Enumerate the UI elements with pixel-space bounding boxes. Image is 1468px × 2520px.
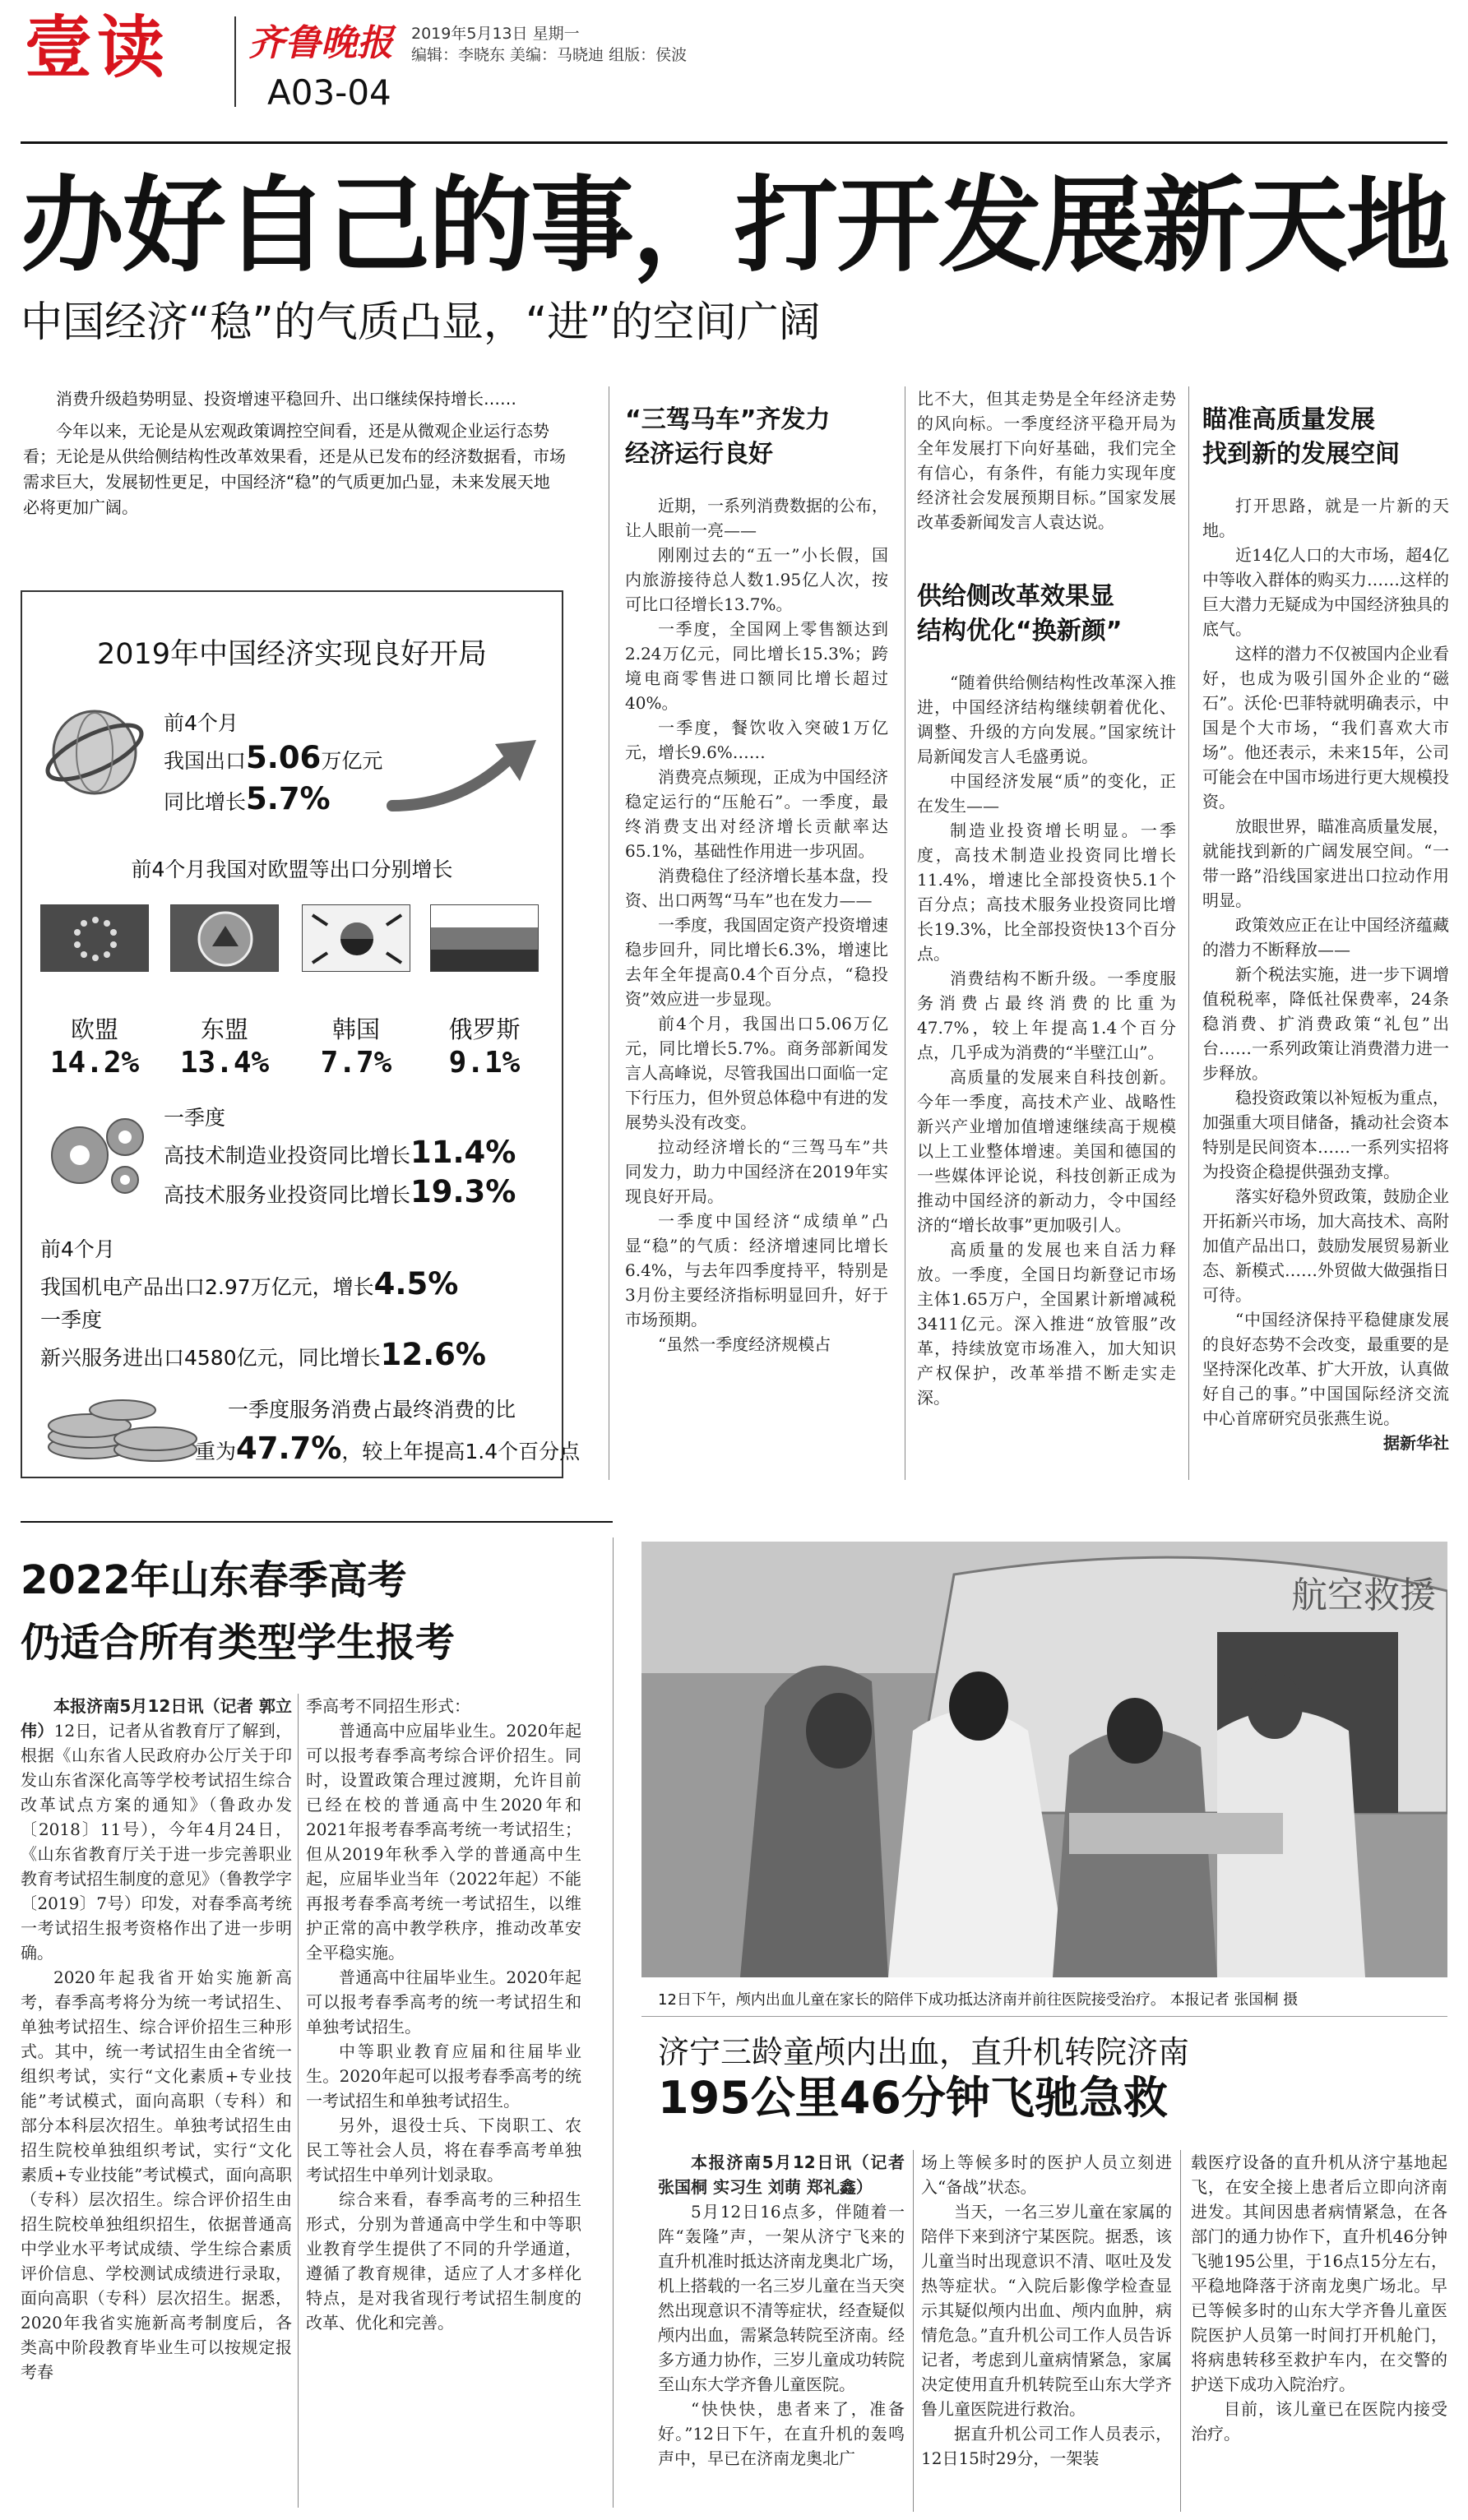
export-value: 5.06 [246, 740, 322, 775]
mech-period: 前4个月 [40, 1237, 115, 1261]
eu-flag-icon [40, 904, 149, 972]
paragraph: “快快快，患者来了，准备好。”12日下午，在直升机的轰鸣声中，早已在济南龙奥北广 [658, 2399, 905, 2468]
photo-illustration [641, 1542, 1447, 1977]
service-period: 一季度 [40, 1308, 103, 1332]
paragraph: 当天，一名三岁儿童在家属的陪伴下来到济宁某医院。据悉，该儿童当时出现意识不清、呕吐及发热等症状。“入院后影像学检查显示其疑似颅内出血、颅内血肿，病情危急。”直升机公司工作人员告诉记者，考虑到儿童病情紧急，家属决定使用直升机转院至山东大学齐鲁儿童医院进行救治。 [921, 2202, 1172, 2419]
paragraph: 普通高中往届毕业生。2020年起可以报考春季高考的统一考试招生和单独考试招生。 [306, 1967, 581, 2037]
caption-rule [641, 2016, 1447, 2017]
lead-para: 今年以来，无论是从宏观政策调控空间看，还是从微观企业运行态势看；无论是从供给侧结构性改革效果看，还是从已发布的经济数据看，市场需求巨大，发展韧性更足，中国经济“稳”的气质更加凸显，未来发展天地必将更加广阔。 [23, 421, 566, 517]
consume-line2 [195, 1431, 580, 1466]
paragraph: 场上等候多时的医护人员立刻进入“备战”状态。 [921, 2152, 1172, 2197]
page-number: A03-04 [267, 72, 391, 113]
editor-credits: 编辑：李晓东 美编：马晓迪 组版：侯波 [411, 46, 688, 64]
paragraph: 近期，一系列消费数据的公布，让人眼前一亮—— [625, 496, 888, 540]
lead-paragraphs [23, 386, 566, 520]
invest-period: 一季度 [164, 1106, 226, 1130]
section-heading: 供给侧改革效果显 结构优化“换新颜” [917, 582, 1123, 645]
hitech-svc-line [164, 1174, 516, 1209]
mech-value: 4.5% [373, 1266, 459, 1302]
main-headline: 办好自己的事，打开发展新天地 [21, 165, 1448, 286]
paragraph: 普通高中应届毕业生。2020年起可以报考春季高考综合评价招生。同时，设置政策合理过渡期，允许目前已经在校的普通高中生2020年和2021年报考春季高考统一考试招生；但从2019年秋季入学的普通高中生起，应届毕业当年（2022年起）不能再报考春季高考统一考试招生，以维护正常的高中教学秩序，推动改革安全平稳实施。 [306, 1721, 581, 1963]
gears-icon [39, 1106, 154, 1205]
paragraph: “中国经济保持平稳健康发展的良好态势不会改变，最重要的是坚持深化改革、扩大开放，认真做好自己的事。”中国国际经济交流中心首席研究员张燕生说。 [1202, 1310, 1449, 1428]
helicopter-rescue-photo [641, 1542, 1447, 1977]
paragraph: 制造业投资增长明显。一季度，高技术制造业投资同比增长11.4%，增速比全部投资快5.1个百分点；高技术服务业投资同比增长19.3%，比全部投资快13个百分点。 [917, 821, 1176, 964]
exam-column-b [306, 1694, 581, 2508]
korea-flag-icon [302, 904, 410, 972]
coins-icon [40, 1377, 213, 1468]
paragraph: 刚刚过去的“五一”小长假，国内旅游接待总人数1.95亿人次，按可比口径增长13.7%。 [625, 545, 888, 614]
column-divider [613, 1537, 614, 2508]
service-value: 12.6% [380, 1337, 486, 1372]
exam-title-line1: 2022年山东春季高考 [21, 1557, 407, 1603]
paragraph: 落实好稳外贸政策，鼓励企业开拓新兴市场，加大高技术、高附加值产品出口，鼓励发展贸易新业态、新模式……外贸做大做强指日可待。 [1202, 1186, 1449, 1305]
paragraph: 新个税法实施，进一步下调增值税税率，降低社保费率，24条稳消费、扩消费政策“礼包”出台……一系列政策让消费潜力进一步释放。 [1202, 964, 1449, 1083]
asean-flag-icon [170, 904, 279, 972]
rescue-column-a [658, 2150, 905, 2512]
export-growth-value: 5.7% [246, 781, 331, 816]
service-line [40, 1337, 486, 1372]
paragraph: 一季度，我国固定资产投资增速稳步回升，同比增长6.3%，增速比去年全年提高0.4个百分点，“稳投资”效应进一步显现。 [625, 915, 888, 1009]
column-text [917, 670, 1176, 1472]
photo-helicopter-text: 航空救援 [1291, 1574, 1436, 1616]
paragraph: 拉动经济增长的“三驾马车”共同发力，助力中国经济在2019年实现良好开局。 [625, 1137, 888, 1206]
header-rule [21, 141, 1447, 144]
column-divider [1188, 386, 1189, 1480]
column-divider [913, 2150, 914, 2512]
main-subhead: 中国经济“稳”的气质凸显，“进”的空间广阔 [21, 298, 821, 347]
column-text [921, 2150, 1172, 2512]
paragraph: 高质量的发展也来自活力释放。一季度，全国日均新登记市场主体1.65万户，全国累计新增减税3411亿元。深入推进“放管服”改革，持续放宽市场准入，加大知识产权保护，改革举措不断走实走深。 [917, 1240, 1176, 1408]
exam-column-a [21, 1694, 292, 2508]
paragraph: 目前，该儿童已在医院内接受治疗。 [1191, 2399, 1447, 2444]
paragraph: “随着供给侧结构性改革深入推进，中国经济结构继续朝着优化、调整、升级的方向发展。”国家统计局新闻发言人毛盛勇说。 [917, 673, 1176, 766]
paragraph: 消费亮点频现，正成为中国经济稳定运行的“压舱石”。一季度，最终消费支出对经济增长贡献率达65.1%，基础性作用进一步巩固。 [625, 767, 888, 861]
paragraph: 中等职业教育应届和往届毕业生。2020年起可以报考春季高考的统一考试招生和单独考试招生。 [306, 2041, 581, 2111]
photo-caption: 12日下午，颅内出血儿童在家长的陪伴下成功抵达济南并前往医院接受治疗。 本报记者 张国桐 摄 [658, 1991, 1299, 2009]
infographic-title: 2019年中国经济实现良好开局 [96, 638, 488, 671]
paragraph: 比不大，但其走势是全年经济走势的风向标。一季度经济平稳开局为全年发展打下向好基础，我们完全有信心，有条件，有能力实现年度经济社会发展预期目标。”国家发展改革委新闻发言人袁达说。 [917, 389, 1176, 532]
export-growth-label: 同比增长 [164, 790, 247, 814]
mech-line [40, 1266, 458, 1302]
paragraph: 季高考不同招生形式： [306, 1696, 470, 1716]
export-label: 我国出口 [164, 749, 247, 773]
country-name: 韩国 [331, 1015, 380, 1043]
paragraph: 打开思路，就是一片新的天地。 [1202, 496, 1449, 540]
exam-byline: 本报济南5月12日讯（记者 郭立伟） [21, 1696, 292, 1741]
rescue-title-line2: 195公里46分钟飞驰急救 [658, 2072, 1168, 2124]
country-name: 俄罗斯 [448, 1015, 521, 1043]
russia-flag-icon [430, 904, 539, 972]
section-heading: 瞄准高质量发展 找到新的发展空间 [1202, 405, 1400, 469]
paragraph: 一季度中国经济“成绩单”凸显“稳”的气质：经济增速同比增长6.4%，与去年四季度持平，特别是3月份主要经济指标明显回升，好于市场预期。 [625, 1211, 888, 1329]
consume-value: 47.7% [236, 1431, 342, 1466]
paragraph: 高质量的发展来自科技创新。今年一季度，高技术产业、战略性新兴产业增加值增速继续高于规模以上工业整体增速。美国和德国的一些媒体评论说，科技创新正成为推动中国经济的新动力，令中国经济的“增长故事”更加吸引人。 [917, 1067, 1176, 1235]
hitech-svc-label: 高技术服务业投资同比增长 [164, 1183, 411, 1207]
paragraph: 综合来看，春季高考的三种招生形式，分别为普通高中学生和中等职业教育学生提供了不同的升学通道，遵循了教育规律，适应了人才多样化特点，是对我省现行考试招生制度的改革、优化和完善。 [306, 2189, 581, 2333]
paragraph: 稳投资政策以补短板为重点，加强重大项目储备，撬动社会资本特别是民间资本……一系列实招将为投资企稳提供强劲支撑。 [1202, 1088, 1449, 1181]
column-text [658, 2150, 905, 2512]
column-text [1191, 2150, 1447, 2512]
paragraph: 前4个月，我国出口5.06万亿元，同比增长5.7%。商务部新闻发言人高峰说，尽管我国出口面临一定下行压力，但外贸总体稳中有进的发展势头没有改变。 [625, 1014, 888, 1132]
paragraph: 2020年起我省开始实施新高考，春季高考将分为统一考试招生、单独考试招生、综合评价招生三种形式。其中，统一考试招生由全省统一组织考试，实行“文化素质+专业技能”考试模式，面向高职（专科）和部分本科层次招生。单独考试招生由招生院校单独组织考试，实行“文化素质+专业技能”考试模式，面向高职（专科）层次招生。综合评价招生由招生院校单独组织招生，依据普通高中学业水平考试成绩、学生综合素质评价信息、学校测试成绩进行录取，面向高职（专科）层次招生。据悉，2020年我省实施新高考制度后，各类高中阶段教育毕业生可以按规定报考春 [21, 1967, 292, 2382]
section-heading: “三驾马车”齐发力 经济运行良好 [625, 405, 831, 469]
paragraph: 据直升机公司工作人员表示，12日15时29分，一架装 [921, 2424, 1172, 2468]
paragraph: 政策效应正在让中国经济蕴藏的潜力不断释放—— [1202, 915, 1449, 959]
paragraph: “虽然一季度经济规模占 [658, 1334, 831, 1354]
hitech-mfg-value: 11.4% [410, 1135, 516, 1170]
consume-tail: ，较上年提高1.4个百分点 [341, 1440, 581, 1463]
paragraph: 另外，退役士兵、下岗职工、农民工等社会人员，将在春季高考单独考试招生中单列计划录取。 [306, 2115, 581, 2185]
hitech-mfg-label: 高技术制造业投资同比增长 [164, 1144, 411, 1168]
export-unit: 万亿元 [321, 749, 383, 773]
section-rule [21, 1521, 613, 1523]
issue-date: 2019年5月13日 星期一 [411, 25, 580, 43]
export-period: 前4个月 [164, 711, 238, 735]
column-text [306, 1694, 581, 2508]
rescue-column-b [921, 2150, 1172, 2512]
paragraph: 消费稳住了经济增长基本盘，投资、出口两驾“马车”也在发力—— [625, 866, 888, 910]
rescue-byline: 本报济南5月12日讯（记者 张国桐 实习生 刘萌 郑礼鑫） [658, 2152, 905, 2197]
globe-icon [37, 699, 152, 806]
news-source: 据新华社 [1383, 1433, 1449, 1453]
consume-label: 重为 [195, 1440, 237, 1463]
column-text [21, 1694, 292, 2508]
paragraph: 载医疗设备的直升机从济宁基地起飞，在安全接上患者后立即向济南进发。其间因患者病情紧急，在各部门的通力协作下，直升机46分钟飞驰195公里，于16点15分左右，平稳地降落于济南龙奥广场北。早已等候多时的山东大学齐鲁儿童医院医护人员第一时间打开机舱门，将病患转移至救护车内，在交警的护送下成功入院治疗。 [1191, 2152, 1447, 2394]
column-divider [1180, 2150, 1181, 2512]
country-name: 东盟 [200, 1015, 248, 1043]
paragraph: 近14亿人口的大市场，超4亿中等收入群体的购买力……这样的巨大潜力无疑成为中国经济独具的底气。 [1202, 545, 1449, 639]
rescue-title-line1: 济宁三龄童颅内出血，直升机转院济南 [658, 2034, 1190, 2070]
lead-para: 消费升级趋势明显、投资增速平稳回升、出口继续保持增长…… [56, 389, 516, 409]
paragraph: 消费结构不断升级。一季度服务消费占最终消费的比重为47.7%，较上年提高1.4个百分点，几乎成为消费的“半壁江山”。 [917, 969, 1176, 1062]
hitech-svc-value: 19.3% [410, 1174, 516, 1209]
trade-title: 前4个月我国对欧盟等出口分别增长 [131, 858, 453, 881]
article-column-2 [625, 403, 888, 1480]
rescue-column-c [1191, 2150, 1447, 2512]
exam-title-line2: 仍适合所有类型学生报考 [21, 1620, 456, 1666]
mech-label: 我国机电产品出口2.97万亿元，增长 [40, 1275, 374, 1299]
paragraph: 中国经济发展“质”的变化，正在发生—— [917, 771, 1176, 816]
paragraph: 5月12日16点多，伴随着一阵“轰隆”声，一架从济宁飞来的直升机准时抵达济南龙奥北广场，机上搭载的一名三岁儿童在当天突然出现意识不清等症状，经查疑似颅内出血，需紧急转院至济南。经多方通力协作，三岁儿童成功转院至山东大学齐鲁儿童医院。 [658, 2202, 905, 2394]
country-growth: 7.7% [320, 1046, 392, 1080]
paragraph: 12日，记者从省教育厅了解到，根据《山东省人民政府办公厅关于印发山东省深化高等学校考试招生综合改革试点方案的通知》（鲁政办发〔2018〕11号），今年4月24日，《山东省教育厅关于进一步完善职业教育考试招生制度的意见》（鲁教学字〔2019〕7号）印发，对春季高考统一考试招生报考资格作出了进一步明确。 [21, 1721, 292, 1963]
paper-name: 齐鲁晚报 [248, 22, 393, 64]
section-mark: 壹读 [25, 9, 170, 87]
column-text [917, 386, 1176, 559]
paragraph: 这样的潜力不仅被国内企业看好，也成为吸引国外企业的“磁石”。沃伦·巴菲特就明确表示，中国是个大市场，“我们喜欢大市场”。他还表示，未来15年，公司可能会在中国市场进行更大规模投资。 [1202, 644, 1449, 811]
country-growth: 13.4% [179, 1046, 270, 1080]
paragraph: 一季度，全国网上零售额达到2.24万亿元，同比增长15.3%；跨境电商零售进口额同比增长超过40%。 [625, 619, 888, 713]
hitech-mfg-line [164, 1135, 516, 1170]
country-growth: 9.1% [448, 1046, 521, 1080]
column-text [1202, 493, 1449, 1480]
country-growth: 14.2% [49, 1046, 140, 1080]
article-column-3 [917, 386, 1176, 1480]
trend-arrow-icon [384, 728, 549, 818]
infographic-box [21, 590, 581, 1478]
header-divider [234, 16, 236, 107]
column-text [625, 493, 888, 1480]
paragraph: 一季度，餐饮收入突破1万亿元，增长9.6%…… [625, 718, 888, 762]
paragraph: 放眼世界，瞄准高质量发展，就能找到新的广阔发展空间。“一带一路”沿线国家进出口拉动作用明显。 [1202, 816, 1449, 910]
service-label: 新兴服务进出口4580亿元，同比增长 [40, 1346, 381, 1370]
article-column-4 [1202, 403, 1449, 1480]
consume-line1: 一季度服务消费占最终消费的比 [228, 1398, 516, 1422]
export-line [164, 740, 382, 775]
column-divider [298, 1694, 299, 2508]
country-name: 欧盟 [70, 1015, 118, 1043]
export-growth-line [164, 781, 331, 816]
